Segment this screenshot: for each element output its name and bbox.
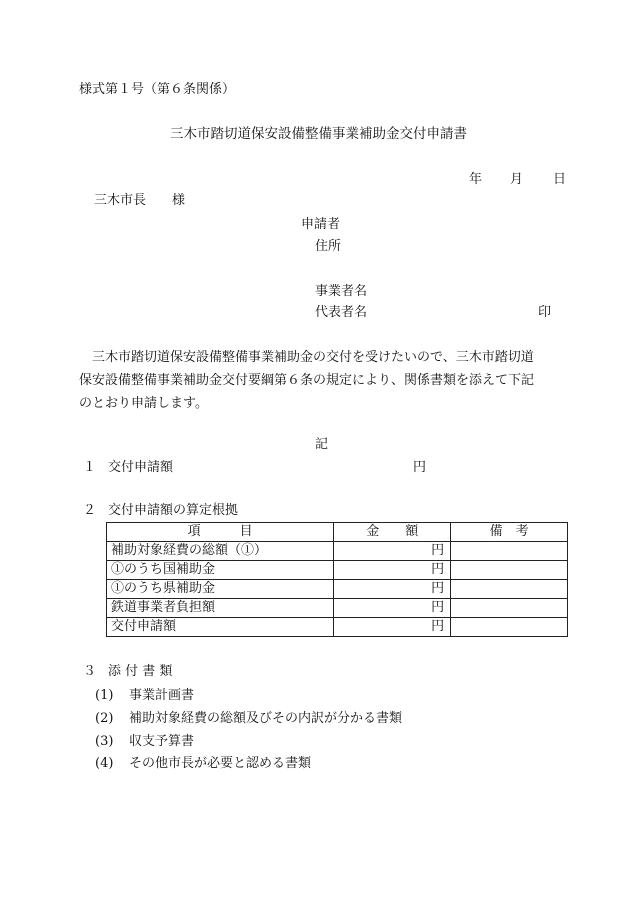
attachment-num: (4)	[95, 756, 114, 771]
applicant-label: 申請者	[301, 217, 341, 232]
representative-label: 代表者名	[315, 305, 368, 320]
calculation-table	[106, 522, 568, 637]
table-row	[107, 599, 568, 618]
row-amount-unit: 円	[334, 561, 451, 580]
attachment-text: 事業計画書	[129, 688, 195, 703]
date-year: 年	[469, 172, 483, 187]
section1-number: １	[83, 460, 97, 475]
row-remarks	[451, 561, 568, 580]
body-paragraph	[79, 346, 579, 415]
addressee: 三木市長 様	[94, 193, 186, 208]
table-row	[107, 542, 568, 561]
section1-unit: 円	[413, 460, 427, 475]
header-remarks: 備 考	[451, 523, 568, 542]
section3-number: ３	[83, 664, 97, 679]
header-item: 項 目	[107, 523, 334, 542]
row-remarks	[451, 599, 568, 618]
business-name-label: 事業者名	[315, 284, 368, 299]
attachment-num: (3)	[95, 734, 114, 749]
body-line: のとおり申請します。	[79, 396, 208, 411]
section2-label: 交付申請額の算定根拠	[108, 503, 239, 518]
date-day: 日	[553, 172, 567, 187]
attachment-text: 補助対象経費の総額及びその内訳が分かる書類	[129, 711, 403, 726]
table-row	[107, 618, 568, 637]
row-item: ①のうち国補助金	[107, 561, 334, 580]
row-remarks	[451, 580, 568, 599]
row-item: ①のうち県補助金	[107, 580, 334, 599]
address-label: 住所	[315, 239, 342, 254]
attachment-num: (2)	[95, 711, 114, 726]
body-line: 保安設備整備事業補助金交付要綱第６条の規定により、関係書類を添えて下記	[79, 373, 535, 388]
section1-label: 交付申請額	[108, 460, 174, 475]
row-item: 交付申請額	[107, 618, 334, 637]
table-row	[107, 561, 568, 580]
row-amount-unit: 円	[334, 599, 451, 618]
ki-heading: 記	[315, 437, 329, 452]
row-amount-unit: 円	[334, 580, 451, 599]
table-header-row	[107, 523, 568, 542]
form-number: 様式第１号（第６条関係）	[79, 82, 236, 97]
table-row	[107, 580, 568, 599]
row-item: 補助対象経費の総額（①）	[107, 542, 334, 561]
row-item: 鉄道事業者負担額	[107, 599, 334, 618]
document-title: 三木市踏切道保安設備整備事業補助金交付申請書	[170, 126, 467, 142]
header-amount: 金 額	[334, 523, 451, 542]
section3-label: 添 付 書 類	[108, 664, 173, 679]
row-amount-unit: 円	[334, 542, 451, 561]
section2-number: ２	[83, 503, 97, 518]
attachment-num: (1)	[95, 688, 114, 703]
attachment-text: 収支予算書	[129, 734, 195, 749]
date-month: 月	[510, 172, 524, 187]
row-remarks	[451, 618, 568, 637]
row-amount-unit: 円	[334, 618, 451, 637]
attachment-text: その他市長が必要と認める書類	[129, 756, 312, 771]
body-line: 三木市踏切道保安設備整備事業補助金の交付を受けたいので、三木市踏切道	[79, 350, 534, 365]
seal-mark: 印	[538, 305, 552, 320]
row-remarks	[451, 542, 568, 561]
